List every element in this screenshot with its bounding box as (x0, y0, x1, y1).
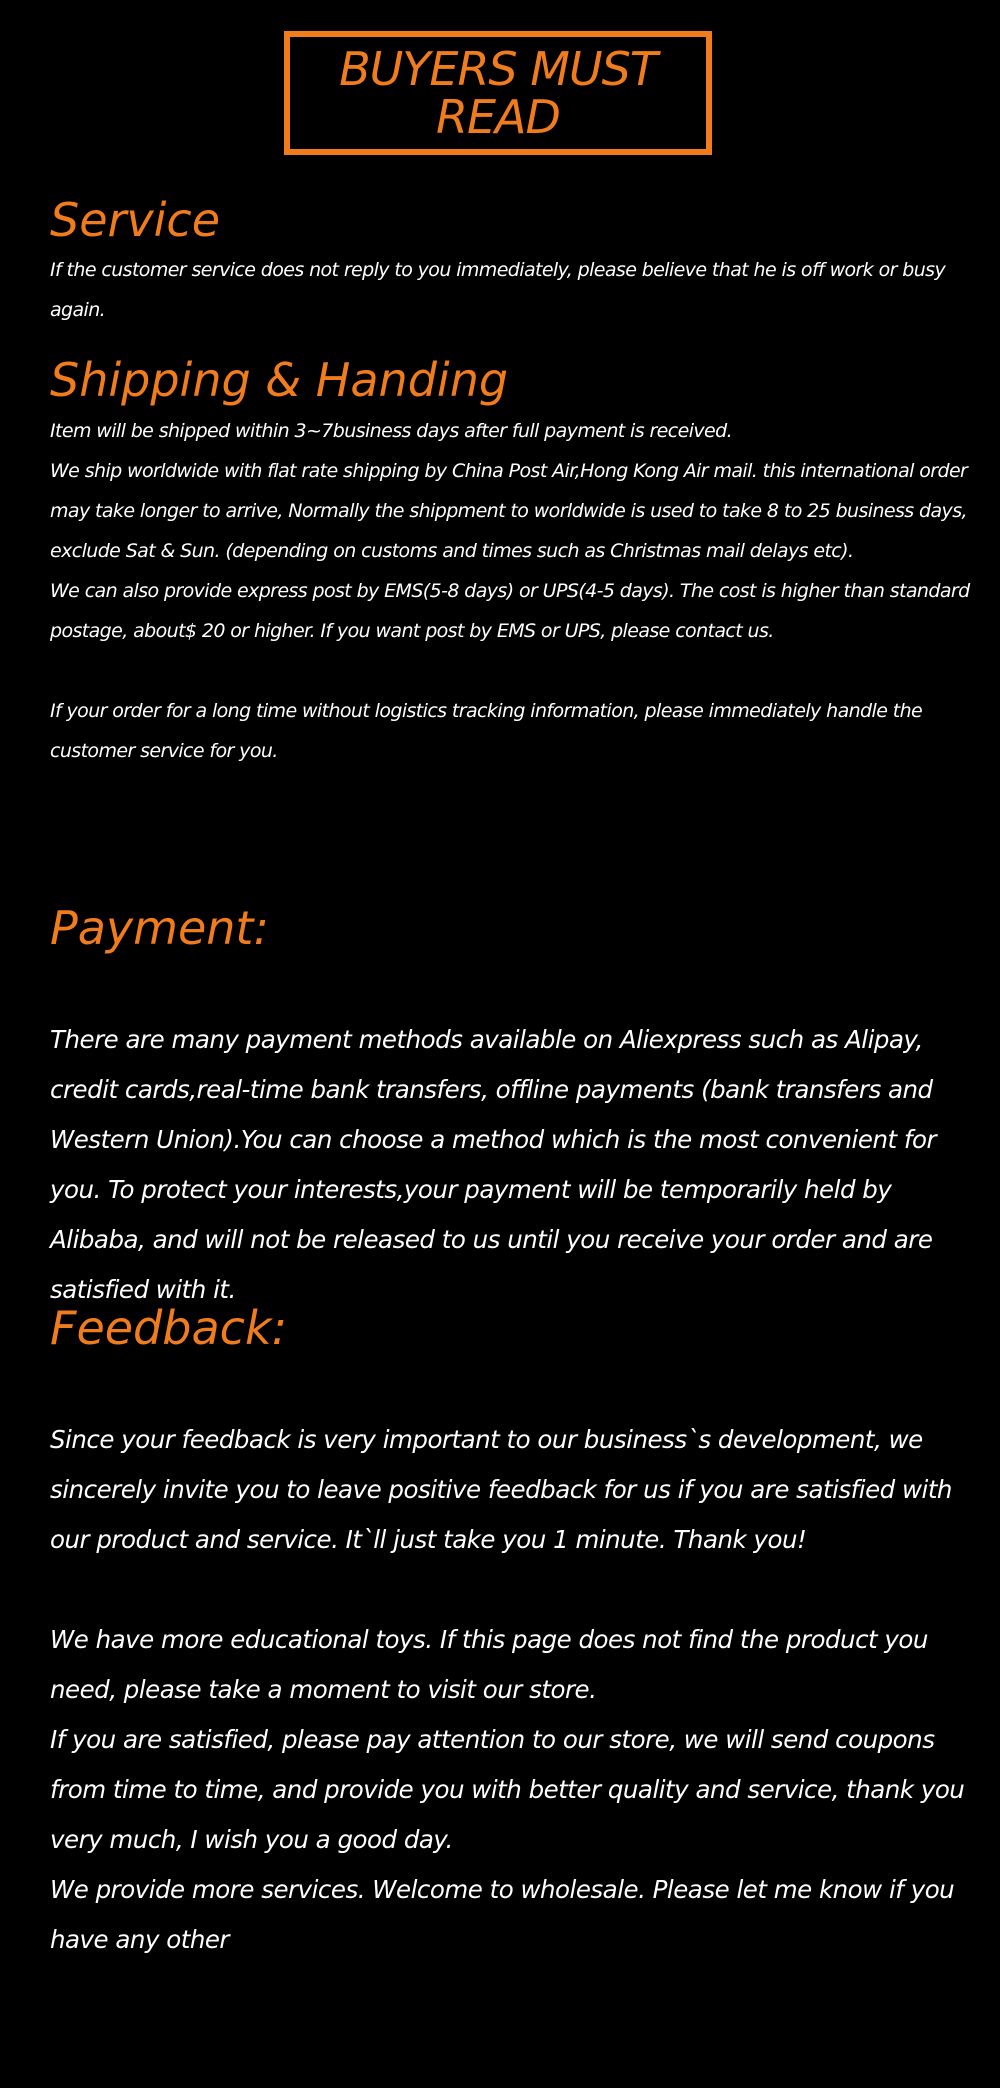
shipping-paragraph: We ship worldwide with flat rate shipping by China Post Air,Hong Kong Air mail. this international order may take longer to arrive, Normally the shippment to worldwide is used to take 8 to 25 business days, exclude Sat & Sun. (depending on customs and times such as Christmas mail delays etc). (50, 460, 968, 562)
banner-title: BUYERS MUST READ (339, 42, 657, 144)
service-text: If the customer service does not reply to you immediately, please believe that he is off work or busy again. (50, 259, 946, 321)
shipping-paragraph: Item will be shipped within 3~7business days after full payment is received. (50, 420, 733, 442)
buyers-must-read-banner (284, 31, 712, 155)
feedback-section (50, 1415, 970, 1965)
feedback-paragraph: Since your feedback is very important to our business`s development, we sincerely invite you to leave positive feedback for us if you are satisfied with our product and service. It`ll just take you 1 minute. Thank you! (50, 1425, 952, 1554)
payment-text: There are many payment methods available on Aliexpress such as Alipay, credit cards,real-time bank transfers, offline payments (bank transfers and Western Union).You can choose a method which is the most convenient for you. To protect your interests,your payment will be temporarily held by Alibaba, and will not be released to us until you receive your order and are satisfied with it. (50, 1025, 937, 1304)
shipping-heading: Shipping & Handing (50, 353, 509, 407)
shipping-paragraph: We can also provide express post by EMS(5-8 days) or UPS(4-5 days). The cost is higher than standard postage, about$ 20 or higher. If you want post by EMS or UPS, please contact us. (50, 580, 970, 642)
spacer (50, 1565, 970, 1615)
payment-section (50, 1015, 970, 1315)
feedback-paragraph: If you are satisfied, please pay attention to our store, we will send coupons from time to time, and provide you with better quality and service, thank you very much, I wish you a good day. (50, 1725, 965, 1854)
shipping-section (50, 411, 970, 771)
feedback-paragraph: We have more educational toys. If this page does not find the product you need, please take a moment to visit our store. (50, 1625, 928, 1704)
payment-heading: Payment: (50, 901, 269, 955)
feedback-heading: Feedback: (50, 1301, 288, 1355)
shipping-paragraph: If your order for a long time without logistics tracking information, please immediately handle the customer service for you. (50, 700, 923, 762)
spacer (50, 651, 970, 691)
feedback-paragraph: We provide more services. Welcome to wholesale. Please let me know if you have any other (50, 1875, 955, 1954)
service-heading: Service (50, 193, 221, 247)
service-section (50, 250, 970, 330)
